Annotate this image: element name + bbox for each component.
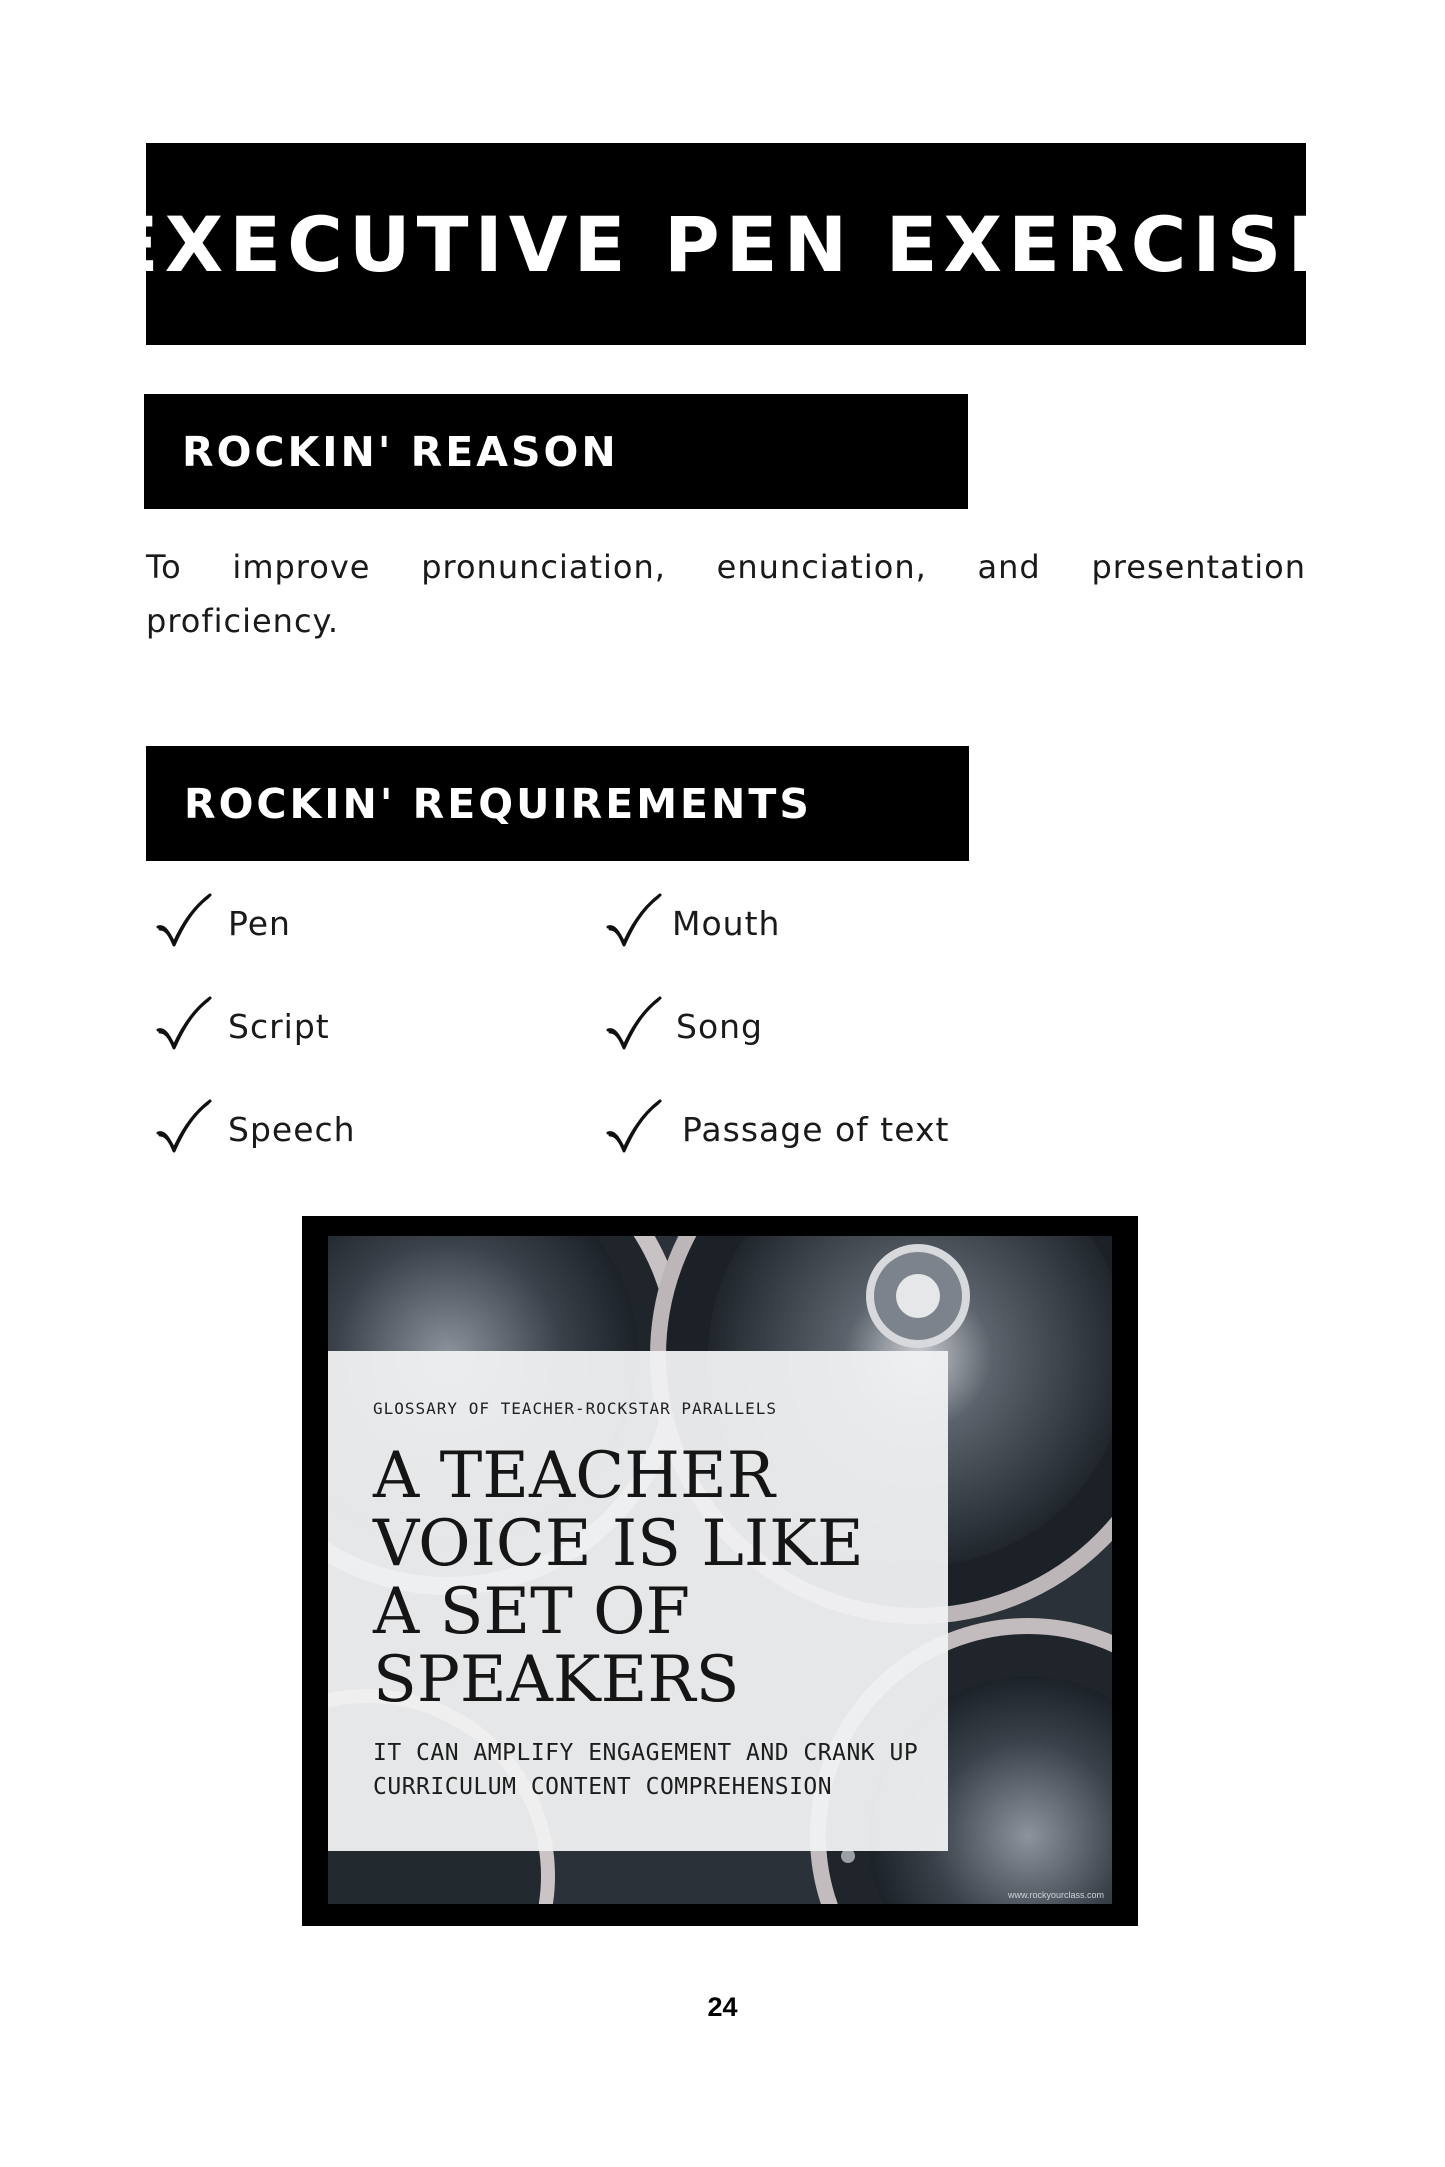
checkmark-icon: [602, 994, 666, 1058]
requirement-label: Passage of text: [682, 1109, 950, 1149]
page-title: EXECUTIVE PEN EXERCISE: [146, 143, 1306, 345]
requirement-item-song: [602, 991, 763, 1061]
requirement-item-passage-of-text: [602, 1094, 949, 1164]
reason-text: To improve pronunciation, enunciation, and presentation proficiency.: [146, 548, 1306, 640]
poster-subtext: IT CAN AMPLIFY ENGAGEMENT AND CRANK UP CURRICULUM CONTENT COMPREHENSION: [373, 1740, 919, 1800]
checkmark-icon: [152, 1097, 216, 1161]
checkmark-icon: [152, 994, 216, 1058]
requirement-item-mouth: [602, 888, 780, 958]
checkmark-icon: [602, 891, 666, 955]
requirement-label: Song: [676, 1006, 763, 1046]
poster-image: [302, 1216, 1138, 1926]
requirement-label: Pen: [228, 903, 291, 943]
speakers-photo: [328, 1236, 1112, 1904]
requirements-heading: ROCKIN' REQUIREMENTS: [146, 746, 969, 861]
requirement-item-script: [152, 991, 330, 1061]
requirement-label: Script: [228, 1006, 330, 1046]
poster-kicker: GLOSSARY OF TEACHER-ROCKSTAR PARALLELS: [373, 1399, 778, 1418]
checkmark-icon: [152, 891, 216, 955]
requirement-label: Speech: [228, 1109, 356, 1149]
requirement-label: Mouth: [672, 903, 781, 943]
checkmark-icon: [602, 1097, 666, 1161]
poster-card: [328, 1351, 948, 1851]
requirement-item-pen: [152, 888, 291, 958]
requirement-item-speech: [152, 1094, 356, 1164]
reason-heading: ROCKIN' REASON: [144, 394, 968, 509]
page-number: 24: [707, 1992, 738, 2022]
poster-headline: A TEACHER VOICE IS LIKE A SET OF SPEAKERS: [373, 1439, 864, 1717]
poster-url: www.rockyourclass.com: [1007, 1890, 1104, 1900]
